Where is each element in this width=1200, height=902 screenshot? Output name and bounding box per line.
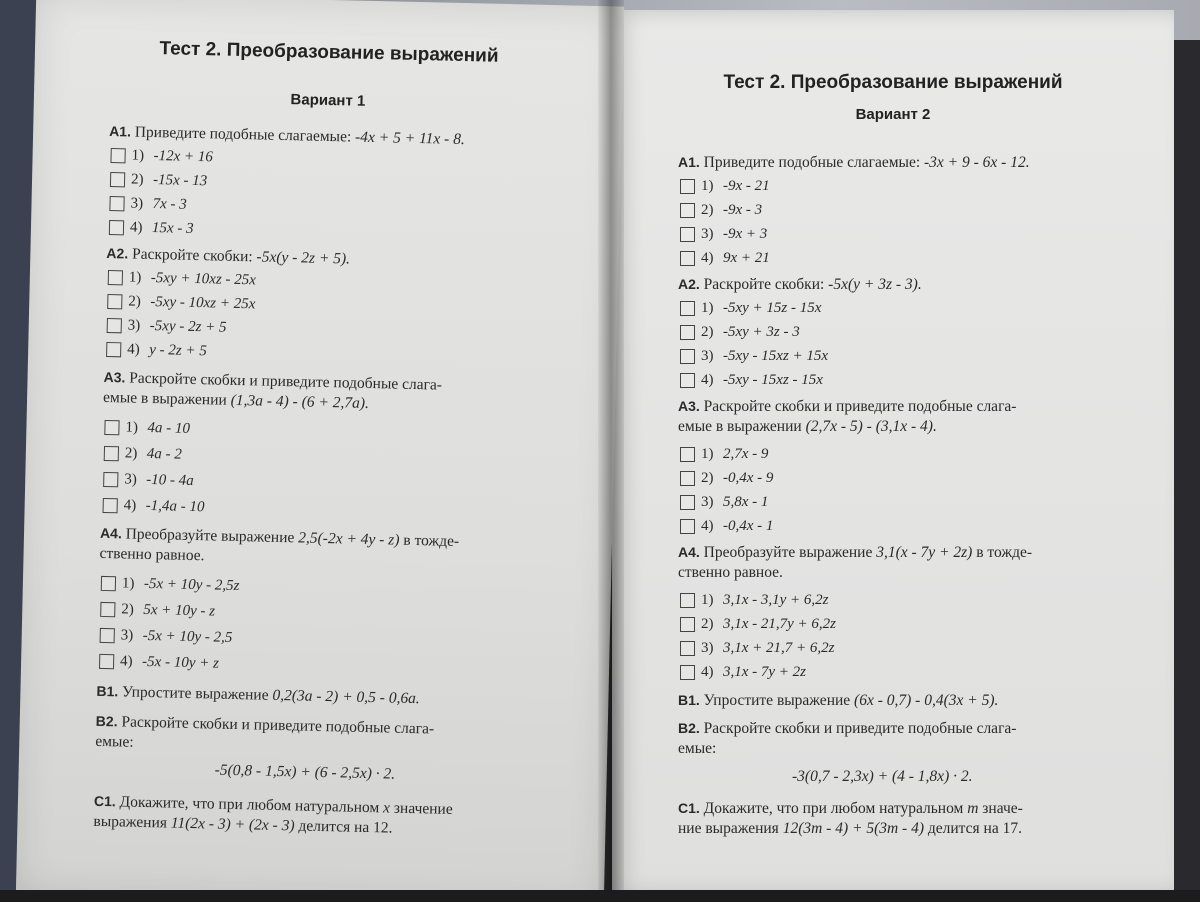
answer-option[interactable]: 3) -10 - 4a [103, 469, 194, 491]
checkbox[interactable] [104, 419, 119, 434]
checkbox[interactable] [101, 575, 116, 590]
answer-option[interactable]: 1) 2,7x - 9 [680, 444, 768, 464]
checkbox[interactable] [680, 373, 695, 388]
checkbox[interactable] [680, 519, 695, 534]
question-a1: A1. Приведите подобные слагаемые: -4x + 5 + 11x - 8. [108, 123, 466, 149]
left-page [16, 0, 624, 902]
answer-option[interactable]: 2) -15x - 13 [110, 169, 208, 191]
checkbox[interactable] [108, 270, 123, 285]
question-b1: B1. Упростите выражение (6x - 0,7) - 0,4(3x + 5). [678, 692, 999, 709]
checkbox[interactable] [680, 617, 695, 632]
checkbox[interactable] [680, 251, 695, 266]
checkbox[interactable] [680, 665, 695, 680]
answer-option[interactable]: 3) -5x + 10y - 2,5 [100, 625, 233, 648]
question-a4: A4. Преобразуйте выражение 3,1(x - 7y + 2z) в тожде- ственно равное. [678, 544, 1032, 581]
checkbox[interactable] [107, 317, 122, 332]
checkbox[interactable] [680, 301, 695, 316]
answer-option[interactable]: 4) -5xy - 15xz - 15x [680, 370, 823, 390]
answer-option[interactable]: 1) -9x - 21 [680, 176, 770, 196]
answer-option[interactable]: 4) 3,1x - 7y + 2z [680, 662, 806, 682]
checkbox[interactable] [680, 203, 695, 218]
answer-option[interactable]: 2) -0,4x - 9 [680, 468, 773, 488]
answer-option[interactable]: 4) -5x - 10y + z [99, 651, 219, 674]
answer-option[interactable]: 3) -5xy - 2z + 5 [107, 315, 227, 338]
right-page [612, 10, 1174, 895]
checkbox[interactable] [680, 641, 695, 656]
page-title: Тест 2. Преобразование выражений [723, 72, 1063, 93]
background-bottom [0, 890, 1200, 902]
answer-option[interactable]: 1) -5xy + 15z - 15x [680, 298, 821, 318]
checkbox[interactable] [103, 497, 118, 512]
answer-option[interactable]: 4) -1,4a - 10 [102, 495, 204, 517]
expression: -5(0,8 - 1,5x) + (6 - 2,5x) · 2. [214, 761, 396, 783]
checkbox[interactable] [110, 148, 125, 163]
answer-option[interactable]: 3) 5,8x - 1 [680, 492, 768, 512]
checkbox[interactable] [100, 601, 115, 616]
answer-option[interactable]: 1) 4a - 10 [104, 417, 190, 439]
checkbox[interactable] [100, 627, 115, 642]
checkbox[interactable] [680, 227, 695, 242]
checkbox[interactable] [680, 325, 695, 340]
answer-option[interactable]: 3) 3,1x + 21,7 + 6,2z [680, 638, 835, 658]
question-a2: A2. Раскройте скобки: -5x(y - 2z + 5). [106, 244, 351, 268]
page-title: Тест 2. Преобразование выражений [159, 38, 499, 67]
question-a1: A1. Приведите подобные слагаемые: -3x + 9 - 6x - 12. [678, 154, 1030, 171]
book-gutter-shadow [598, 0, 624, 902]
question-b2: B2. Раскройте скобки и приведите подобные слага- емые: [95, 712, 435, 751]
answer-option[interactable]: 1) 3,1x - 3,1y + 6,2z [680, 590, 829, 610]
answer-option[interactable]: 2) 5x + 10y - z [100, 599, 215, 622]
checkbox[interactable] [680, 349, 695, 364]
answer-option[interactable]: 2) 3,1x - 21,7y + 6,2z [680, 614, 836, 634]
checkbox[interactable] [109, 220, 124, 235]
checkbox[interactable] [680, 471, 695, 486]
question-a3: A3. Раскройте скобки и приведите подобные слага- емые в выражении (1,3a - 4) - (6 + 2,7a). [102, 368, 443, 412]
answer-option[interactable]: 4) y - 2z + 5 [106, 339, 207, 361]
answer-option[interactable]: 4) 9x + 21 [680, 248, 770, 268]
checkbox[interactable] [109, 196, 124, 211]
answer-option[interactable]: 3) -9x + 3 [680, 224, 767, 244]
answer-option[interactable]: 3) -5xy - 15xz + 15x [680, 346, 828, 366]
answer-option[interactable]: 1) -12x + 16 [110, 145, 213, 167]
expression: -3(0,7 - 2,3x) + (4 - 1,8x) · 2. [792, 768, 973, 785]
checkbox[interactable] [680, 179, 695, 194]
variant-heading: Вариант 1 [290, 91, 366, 110]
checkbox[interactable] [680, 447, 695, 462]
variant-heading: Вариант 2 [855, 106, 931, 123]
question-a2: A2. Раскройте скобки: -5x(y + 3z - 3). [678, 276, 922, 293]
answer-option[interactable]: 4) 15x - 3 [109, 217, 194, 239]
answer-option[interactable]: 2) -5xy - 10xz + 25x [107, 291, 256, 314]
answer-option[interactable]: 4) -0,4x - 1 [680, 516, 773, 536]
question-c1: C1. Докажите, что при любом натуральном x значение выражения 11(2x - 3) + (2x - 3) делится на 12. [93, 792, 453, 837]
checkbox[interactable] [103, 471, 118, 486]
checkbox[interactable] [107, 294, 122, 309]
answer-option[interactable]: 1) -5xy + 10xz - 25x [108, 267, 257, 290]
checkbox[interactable] [104, 445, 119, 460]
question-a4: A4. Преобразуйте выражение 2,5(-2x + 4y - z) в тожде- ственно равное. [99, 524, 460, 565]
question-c1: C1. Докажите, что при любом натуральном m значе- ние выражения 12(3m - 4) + 5(3m - 4) делится на 17. [678, 800, 1023, 837]
answer-option[interactable]: 3) 7x - 3 [109, 193, 187, 215]
checkbox[interactable] [99, 653, 114, 668]
question-a3: A3. Раскройте скобки и приведите подобные слага- емые в выражении (2,7x - 5) - (3,1x - 4). [678, 398, 1017, 435]
question-b1: B1. Упростите выражение 0,2(3a - 2) + 0,5 - 0,6a. [96, 682, 420, 708]
answer-option[interactable]: 2) 4a - 2 [104, 443, 182, 465]
answer-option[interactable]: 1) -5x + 10y - 2,5z [101, 573, 240, 596]
checkbox[interactable] [110, 172, 125, 187]
checkbox[interactable] [680, 495, 695, 510]
answer-option[interactable]: 2) -5xy + 3z - 3 [680, 322, 800, 342]
answer-option[interactable]: 2) -9x - 3 [680, 200, 762, 220]
question-b2: B2. Раскройте скобки и приведите подобные слага- емые: [678, 720, 1017, 757]
checkbox[interactable] [106, 341, 121, 356]
checkbox[interactable] [680, 593, 695, 608]
